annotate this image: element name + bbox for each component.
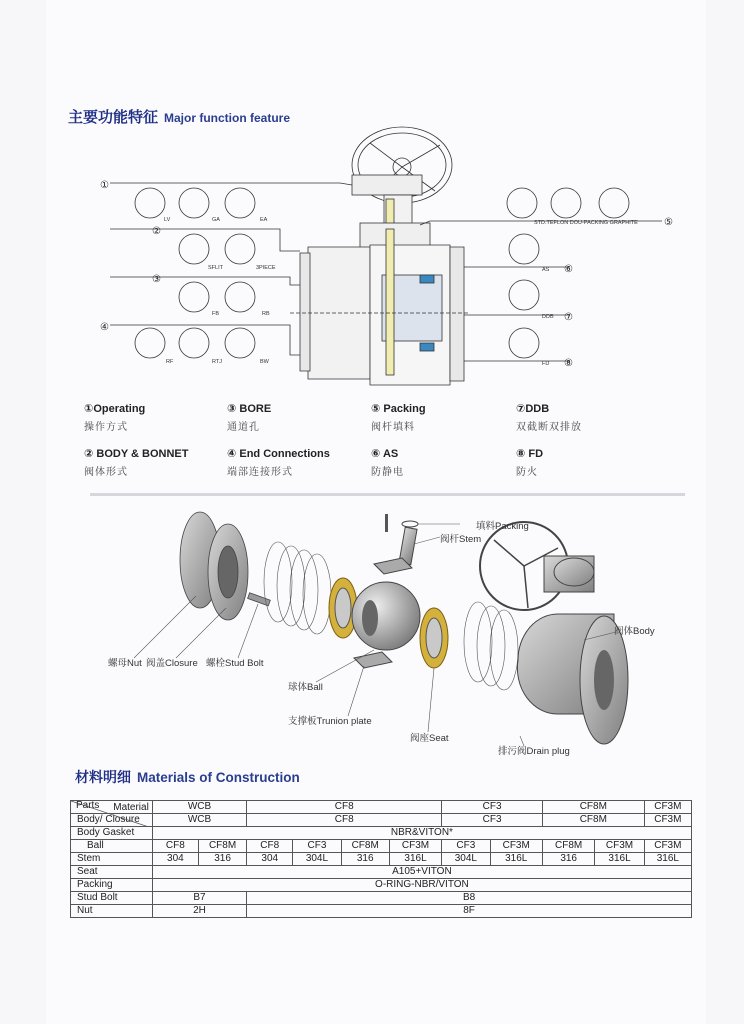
label-3piece: 3PIECE	[256, 265, 276, 271]
corner-material: Material	[113, 802, 149, 813]
table-cell: CF3M	[644, 840, 691, 853]
table-row	[71, 892, 692, 905]
section-title-en: Major function feature	[164, 111, 291, 125]
label-rb: RB	[262, 311, 270, 317]
section-divider	[90, 493, 685, 496]
row-label: Nut	[71, 905, 153, 918]
materials-title-en: Materials of Construction	[137, 770, 300, 785]
label-ga: GA	[212, 217, 220, 223]
table-cell: 304	[152, 853, 198, 866]
materials-title-cn: 材料明细	[75, 769, 131, 785]
section-title-cn: 主要功能特征	[68, 109, 159, 126]
part-label-seat: 阀座Seat	[410, 733, 449, 744]
table-cell: NBR&VITON*	[152, 827, 691, 840]
table-cell: B8	[247, 892, 692, 905]
table-header-row	[71, 801, 692, 814]
callout-4: ④	[100, 322, 109, 333]
table-cell: 316	[198, 853, 246, 866]
row-label: Stud Bolt	[71, 892, 153, 905]
header-cell: CF3	[442, 801, 543, 814]
table-cell: CF3M	[490, 840, 542, 853]
table-row	[71, 814, 692, 827]
table-cell: CF8M	[542, 814, 644, 827]
table-cell: CF8M	[542, 840, 594, 853]
callout-3: ③	[152, 274, 161, 285]
row-label: Packing	[71, 879, 153, 892]
legend-packing: ⑤ Packing 阀杆填料	[371, 403, 426, 433]
legend-ddb: ⑦DDB 双截断双排放	[516, 403, 582, 433]
header-cell: CF8M	[542, 801, 644, 814]
label-as: AS	[542, 267, 550, 273]
table-cell: CF3M	[595, 840, 644, 853]
callout-5: ⑤	[664, 217, 673, 228]
legend-fd: ⑧ FD 防火	[516, 448, 544, 478]
corner-cell	[71, 801, 153, 814]
label-packing-types: STD.TEFLON DOU-PACKING GRAPHITE	[534, 220, 638, 226]
table-cell: CF3	[442, 814, 543, 827]
table-cell: B7	[152, 892, 246, 905]
materials-table	[70, 800, 692, 918]
legend-bore: ③ BORE 通道孔	[227, 403, 272, 433]
legend-as: ⑥ AS 防静电	[371, 448, 404, 478]
table-cell: A105+VITON	[152, 866, 691, 879]
label-lv: LV	[164, 217, 171, 223]
callout-2: ②	[152, 226, 161, 237]
legend-end-connections: ④ End Connections 端部连接形式	[227, 448, 330, 478]
callout-8: ⑧	[564, 358, 573, 369]
label-sflit: SFLIT	[208, 265, 223, 271]
legend-operating: ①Operating 操作方式	[84, 403, 146, 433]
label-fb: FB	[212, 311, 220, 317]
table-cell: CF3	[442, 840, 490, 853]
part-label-packing: 填料Packing	[476, 521, 529, 532]
row-label: Body/ Closure	[71, 814, 153, 827]
table-cell: CF8	[247, 840, 293, 853]
label-ddb: DDB	[542, 314, 554, 320]
callout-7: ⑦	[564, 312, 573, 323]
table-cell: CF3M	[389, 840, 441, 853]
part-label-body: 阀体Body	[614, 626, 655, 637]
label-fd: FD	[542, 361, 550, 367]
table-cell: CF8M	[198, 840, 246, 853]
label-rtj: RTJ	[212, 359, 222, 365]
row-label: Body Gasket	[71, 827, 153, 840]
row-label: Ball	[71, 840, 153, 853]
part-label-nut: 螺母Nut	[108, 658, 142, 669]
table-cell: CF3	[293, 840, 341, 853]
section-title-major-function	[68, 106, 290, 127]
legend-body-bonnet: ② BODY & BONNET 阀体形式	[84, 448, 189, 478]
header-cell: CF3M	[644, 801, 691, 814]
label-ea: EA	[260, 217, 268, 223]
table-cell: 316L	[644, 853, 691, 866]
function-legend	[84, 402, 644, 482]
table-row	[71, 866, 692, 879]
header-cell: CF8	[247, 801, 442, 814]
table-row	[71, 879, 692, 892]
table-row	[71, 840, 692, 853]
table-cell: WCB	[152, 814, 246, 827]
section-title-materials	[75, 767, 300, 787]
part-label-stem: 阀杆Stem	[440, 534, 482, 545]
table-cell: 304L	[293, 853, 341, 866]
part-label-ball: 球体Ball	[288, 682, 323, 693]
table-cell: 304	[247, 853, 293, 866]
valve-function-diagram	[90, 125, 690, 387]
part-label-drain: 排污阀Drain plug	[498, 746, 570, 757]
table-row	[71, 853, 692, 866]
table-cell: 316	[341, 853, 389, 866]
table-cell: 316L	[490, 853, 542, 866]
callout-6: ⑥	[564, 264, 573, 275]
table-row	[71, 827, 692, 840]
table-cell: 304L	[442, 853, 490, 866]
table-cell: 316L	[389, 853, 441, 866]
table-cell: 316	[542, 853, 594, 866]
exploded-view-illustration	[88, 500, 688, 762]
table-cell: CF8M	[341, 840, 389, 853]
row-label: Seat	[71, 866, 153, 879]
table-cell: CF8	[152, 840, 198, 853]
table-cell: 8F	[247, 905, 692, 918]
table-cell: CF3M	[644, 814, 691, 827]
label-bw: BW	[260, 359, 269, 365]
header-cell: WCB	[152, 801, 246, 814]
label-rf: RF	[166, 359, 174, 365]
part-label-closure: 阀盖Closure	[146, 658, 198, 669]
part-label-trunnion: 支撑板Trunion plate	[288, 716, 372, 727]
table-cell: 316L	[595, 853, 644, 866]
table-cell: 2H	[152, 905, 246, 918]
callout-1: ①	[100, 180, 109, 191]
table-row	[71, 905, 692, 918]
row-label: Stem	[71, 853, 153, 866]
part-label-stud-bolt: 螺栓Stud Bolt	[206, 658, 264, 669]
table-cell: O-RING-NBR/VITON	[152, 879, 691, 892]
corner-parts: Parts	[76, 800, 100, 811]
table-cell: CF8	[247, 814, 442, 827]
